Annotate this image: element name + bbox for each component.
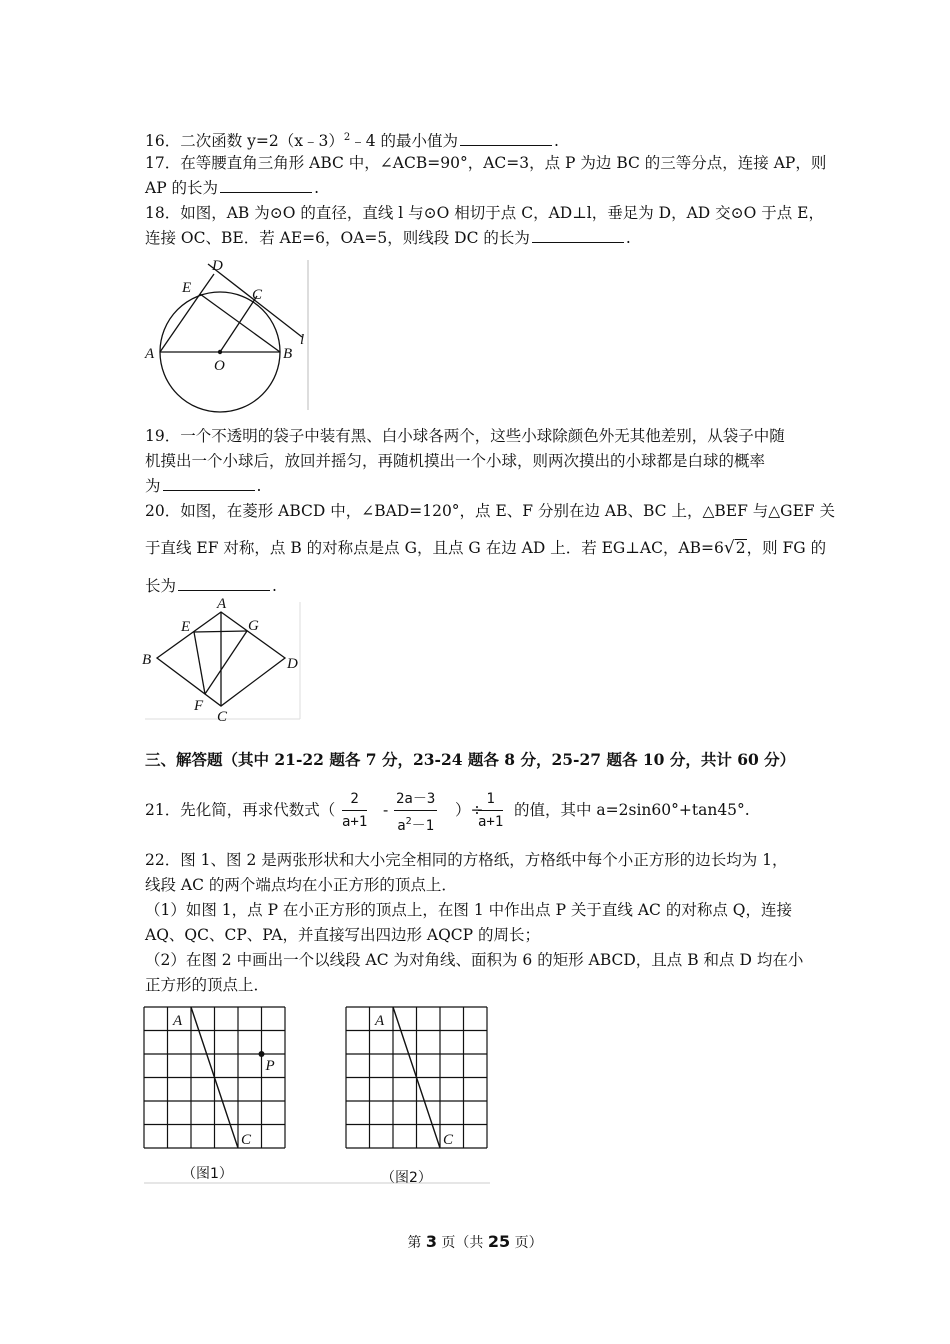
grid-figure-1 — [144, 1007, 285, 1148]
page-number: 3 — [425, 1232, 437, 1251]
fraction-denominator — [394, 811, 437, 837]
den-exponent: 2 — [405, 816, 412, 827]
label-e: E — [182, 280, 192, 296]
label-g: G — [248, 618, 259, 634]
q16-period: . — [554, 132, 559, 150]
den-rest: －1 — [411, 818, 435, 834]
q16-exponent: 2 — [343, 132, 351, 143]
label-c: C — [241, 1132, 252, 1148]
question-21-suffix: 的值，其中 a=2sin60°+tan45°. — [514, 801, 750, 819]
center-point-o — [218, 350, 222, 354]
fig2-caption: （图2） — [381, 1170, 432, 1186]
label-b: B — [283, 346, 293, 362]
q20-text: 于直线 EF 对称，点 B 的对称点是点 G，且点 G 在边 AD 上．若 EG⊥AC，AB=6 — [145, 539, 724, 557]
q19-period: . — [256, 477, 262, 495]
label-d: D — [212, 258, 223, 274]
label-e: E — [181, 619, 191, 635]
label-c: C — [443, 1132, 454, 1148]
fraction-denominator: a+1 — [478, 814, 504, 830]
fraction-1-over-a-plus-1 — [478, 788, 503, 833]
fraction-2a-minus-3 — [394, 788, 437, 837]
question-19-line3 — [145, 476, 261, 496]
answer-blank[interactable] — [532, 228, 624, 243]
section-3-heading: 三、解答题（其中 21-22 题各 7 分，23-24 题各 8 分，25-27 题各 10 分，共计 60 分） — [145, 750, 796, 769]
answer-blank[interactable] — [178, 576, 270, 591]
segment-ae — [160, 294, 200, 352]
question-22-line2: 线段 AC 的两个端点均在小正方形的顶点上． — [145, 876, 457, 894]
answer-blank[interactable] — [460, 131, 552, 146]
segment-gf — [205, 631, 247, 694]
question-16 — [145, 128, 559, 151]
label-l: l — [300, 332, 305, 348]
label-a: A — [217, 596, 227, 612]
question-22-line1: 22．图 1、图 2 是两张形状和大小完全相同的方格纸，方格纸中每个小正方形的边长均为 1， — [145, 851, 788, 869]
label-a: A — [173, 1013, 183, 1029]
question-20-line1: 20．如图，在菱形 ABCD 中，∠BAD=120°，点 E、F 分别在边 AB、BC 上，△BEF 与△GEF 关 — [145, 502, 836, 520]
question-20-line3 — [145, 576, 277, 596]
question-22-line6: 正方形的顶点上． — [145, 976, 270, 994]
q18-period: . — [625, 229, 631, 247]
question-17-line1: 17．在等腰直角三角形 ABC 中，∠ACB=90°，AC=3，点 P 为边 BC 的三等分点，连接 AP，则 — [145, 154, 827, 172]
q16-text: 16．二次函数 y=2（x﹣3） — [145, 132, 344, 150]
label-d: D — [287, 656, 298, 672]
question-18-line2 — [145, 228, 631, 248]
segment-ef — [194, 632, 205, 694]
q20-rhombus-figure — [140, 594, 305, 724]
sqrt-sign: √ — [723, 538, 735, 558]
fraction-numerator: 2a－3 — [394, 788, 437, 811]
division-sign: ）÷ — [455, 801, 484, 819]
q20-period: . — [272, 577, 277, 595]
footer-prefix: 第 — [407, 1235, 426, 1251]
label-a: A — [375, 1013, 385, 1029]
fraction-numerator: 1 — [478, 788, 503, 811]
question-22-line5: （2）在图 2 中画出一个以线段 AC 为对角线、面积为 6 的矩形 ABCD，且点 B 和点 D 均在小 — [145, 951, 804, 969]
question-22-line4: AQ、QC、CP、PA，并直接写出四边形 AQCP 的周长； — [145, 926, 541, 944]
segment-oc — [220, 296, 257, 352]
q17-text: AP 的长为 — [145, 179, 219, 197]
grid-figure-2 — [346, 1007, 487, 1148]
question-22-line3: （1）如图 1，点 P 在小正方形的顶点上，在图 1 中作出点 P 关于直线 AC 的对称点 Q，连接 — [145, 901, 792, 919]
question-21-prefix: 21．先化简，再求代数式（ — [145, 801, 336, 819]
fraction-2-over-a-plus-1 — [342, 788, 367, 833]
question-17-line2 — [145, 178, 319, 198]
answer-blank[interactable] — [163, 476, 255, 491]
question-20-line2 — [145, 538, 826, 558]
label-b: B — [142, 652, 152, 668]
segment-ed — [200, 274, 214, 294]
label-c: C — [217, 709, 228, 724]
label-a: A — [145, 346, 155, 362]
question-19-line2: 机摸出一个小球后，放回并摇匀，再随机摸出一个小球，则两次摸出的小球都是白球的概率 — [145, 452, 766, 470]
footer-suffix: 页） — [510, 1235, 543, 1251]
page-footer — [0, 1232, 950, 1252]
fig1-caption: （图1） — [182, 1166, 233, 1182]
q20-text-after: ，则 FG 的 — [746, 539, 827, 557]
q17-period: . — [314, 179, 319, 197]
answer-blank[interactable] — [220, 178, 312, 193]
label-o: O — [214, 358, 225, 374]
minus-sign: - — [383, 801, 389, 819]
question-18-line1: 18．如图，AB 为⊙O 的直径，直线 l 与⊙O 相切于点 C，AD⊥l，垂足为 D，AD 交⊙O 于点 E， — [145, 204, 824, 222]
question-19-line1: 19．一个不透明的袋子中装有黑、白小球各两个，这些小球除颜色外无其他差别，从袋子中随 — [145, 427, 785, 445]
point-p — [259, 1051, 265, 1057]
label-c: C — [252, 287, 263, 303]
den-base: a — [397, 818, 406, 834]
segment-eg — [194, 631, 247, 632]
q19-text: 为 — [145, 477, 161, 495]
q18-text: 连接 OC、BE．若 AE=6，OA=5，则线段 DC 的长为 — [145, 229, 530, 247]
q18-circle-figure — [140, 255, 315, 415]
q22-grid-figures — [140, 1000, 495, 1190]
label-f: F — [194, 698, 204, 714]
footer-middle: 页（共 — [436, 1235, 488, 1251]
q20-text-end: 长为 — [145, 577, 177, 595]
q16-text-after: ﹣4 的最小值为 — [350, 132, 459, 150]
label-p: P — [265, 1058, 275, 1074]
sqrt-radicand: 2 — [735, 539, 746, 557]
segment-be — [200, 294, 280, 352]
fraction-numerator: 2 — [342, 788, 367, 811]
fraction-denominator: a+1 — [342, 814, 368, 830]
total-pages: 25 — [487, 1232, 511, 1251]
